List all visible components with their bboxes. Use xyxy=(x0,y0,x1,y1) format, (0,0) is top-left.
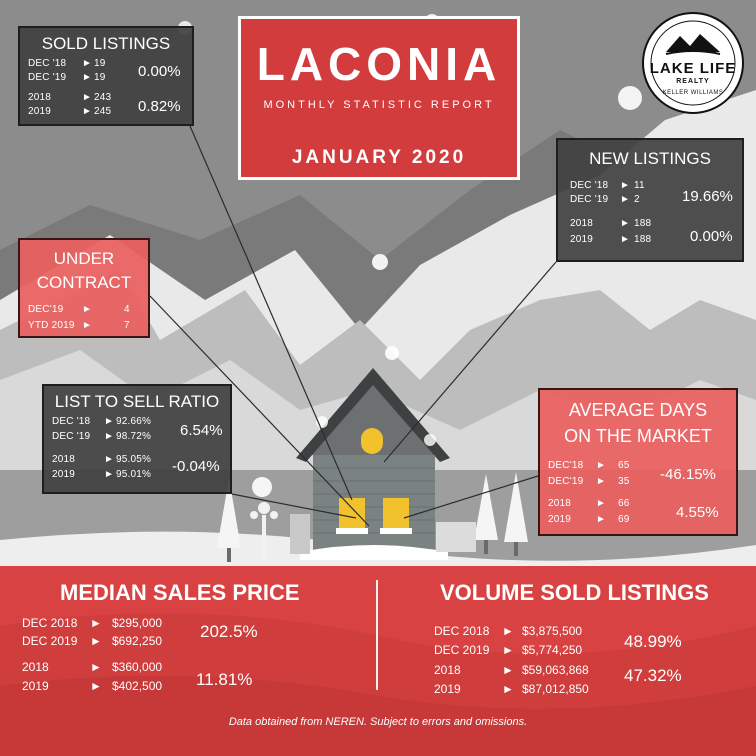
arrow: ► xyxy=(82,72,93,83)
stat-label: DEC '19 xyxy=(570,194,609,205)
arrow: ► xyxy=(104,469,115,480)
stat-label: DEC 2018 xyxy=(434,624,490,638)
stat-value: 66 xyxy=(618,498,630,509)
stat-value: 69 xyxy=(618,514,630,525)
city-title: LACONIA xyxy=(256,38,502,90)
volume-sold-title: VOLUME SOLD LISTINGS xyxy=(440,580,709,605)
stat-label: DEC 2019 xyxy=(434,643,490,657)
stat-value: 4 xyxy=(124,304,130,315)
arrow: ► xyxy=(596,514,607,525)
stat-value: 188 xyxy=(634,234,652,245)
attic-window xyxy=(361,428,383,454)
stat-value: 188 xyxy=(634,218,652,229)
under-contract-title-1: UNDER xyxy=(53,249,115,268)
stat-label: DEC'18 xyxy=(548,460,584,471)
arrow: ► xyxy=(82,304,93,315)
pct-month: 19.66% xyxy=(682,188,733,205)
stat-label: 2019 xyxy=(52,469,76,480)
window-right xyxy=(383,498,409,528)
arrow: ► xyxy=(104,454,115,465)
pct-year: 0.82% xyxy=(138,98,181,115)
arrow: ► xyxy=(90,660,102,674)
avg-days-title-2: ON THE MARKET xyxy=(564,426,712,446)
arrow: ► xyxy=(90,634,102,648)
arrow: ► xyxy=(620,218,631,229)
stat-label: 2019 xyxy=(434,682,461,696)
arrow: ► xyxy=(502,624,514,638)
under-contract-title-2: CONTRACT xyxy=(36,273,132,292)
window-left xyxy=(339,498,365,528)
stat-value: 95.01% xyxy=(116,469,152,480)
logo-top-text: LAKE LIFE xyxy=(649,60,737,77)
stat-label: DEC '18 xyxy=(28,58,67,69)
stat-value: 243 xyxy=(94,92,112,103)
footer-disclaimer: Data obtained from NEREN. Subject to errors and omissions. xyxy=(228,716,528,728)
stat-label: YTD 2019 xyxy=(28,320,75,331)
stat-label: 2019 xyxy=(28,106,52,117)
stat-value: 35 xyxy=(618,476,630,487)
arrow: ► xyxy=(82,92,93,103)
stat-value: 19 xyxy=(94,72,106,83)
arrow: ► xyxy=(596,498,607,509)
stat-label: 2019 xyxy=(570,234,594,245)
arrow: ► xyxy=(620,180,631,191)
list-to-sell-panel xyxy=(42,384,232,494)
pct-month: 0.00% xyxy=(138,63,181,80)
stat-label: 2018 xyxy=(434,663,461,677)
arrow: ► xyxy=(90,616,102,630)
pct-year: 47.32% xyxy=(624,666,682,685)
new-listings-title: NEW LISTINGS xyxy=(589,149,711,168)
stat-label: 2018 xyxy=(28,92,52,103)
avg-days-title-1: AVERAGE DAYS xyxy=(568,400,708,420)
stat-value: $59,063,868 xyxy=(522,663,589,677)
stat-label: DEC 2019 xyxy=(22,634,78,648)
stat-value: $5,774,250 xyxy=(522,643,583,657)
stat-value: 11 xyxy=(634,180,645,191)
stat-value: $402,500 xyxy=(112,679,163,693)
stat-label: DEC '18 xyxy=(52,416,91,427)
pct-year: -0.04% xyxy=(172,458,220,475)
stat-label: 2019 xyxy=(548,514,572,525)
arrow: ► xyxy=(502,643,514,657)
new-listings-panel xyxy=(556,138,744,262)
stat-label: DEC '19 xyxy=(52,431,91,442)
arrow: ► xyxy=(104,431,115,442)
list-to-sell-title: LIST TO SELL RATIO xyxy=(54,392,220,411)
stat-value: 7 xyxy=(124,320,130,331)
pct-month: -46.15% xyxy=(660,466,716,483)
arrow: ► xyxy=(90,679,102,693)
stat-value: 245 xyxy=(94,106,112,117)
arrow: ► xyxy=(596,476,607,487)
stat-label: 2018 xyxy=(548,498,572,509)
logo-bottom-text: KELLER WILLIAMS xyxy=(662,90,724,96)
under-contract-panel xyxy=(18,238,150,338)
stat-label: DEC'19 xyxy=(28,304,64,315)
logo-middle-text: REALTY xyxy=(676,78,710,85)
lake-life-logo xyxy=(640,10,746,116)
pct-month: 6.54% xyxy=(180,422,223,439)
stat-value: $87,012,850 xyxy=(522,682,589,696)
stat-label: 2019 xyxy=(22,679,49,693)
pct-year: 4.55% xyxy=(676,504,719,521)
report-subtitle: MONTHLY STATISTIC REPORT xyxy=(263,99,495,111)
stat-value: $295,000 xyxy=(112,616,163,630)
arrow: ► xyxy=(104,416,115,427)
stat-value: 65 xyxy=(618,460,630,471)
stat-label: DEC '18 xyxy=(570,180,609,191)
stat-value: 2 xyxy=(634,194,640,205)
arrow: ► xyxy=(82,106,93,117)
stat-value: 95.05% xyxy=(116,454,152,465)
stat-value: $360,000 xyxy=(112,660,163,674)
title-card xyxy=(238,16,520,180)
pct-month: 48.99% xyxy=(624,632,682,651)
pct-year: 0.00% xyxy=(690,228,733,245)
stat-label: DEC '19 xyxy=(28,72,67,83)
report-date: JANUARY 2020 xyxy=(291,147,467,168)
stat-value: 98.72% xyxy=(116,431,152,442)
stat-label: 2018 xyxy=(52,454,76,465)
median-sales-title: MEDIAN SALES PRICE xyxy=(60,580,300,605)
bottom-band xyxy=(0,566,756,756)
pct-year: 11.81% xyxy=(196,670,253,689)
pct-month: 202.5% xyxy=(200,622,258,641)
stat-value: $3,875,500 xyxy=(522,624,583,638)
stat-label: 2018 xyxy=(22,660,49,674)
stat-value: 92.66% xyxy=(116,416,152,427)
stat-label: DEC'19 xyxy=(548,476,584,487)
arrow: ► xyxy=(502,682,514,696)
stat-label: DEC 2018 xyxy=(22,616,78,630)
arrow: ► xyxy=(82,320,93,331)
arrow: ► xyxy=(596,460,607,471)
avg-days-panel xyxy=(538,388,738,536)
stat-label: 2018 xyxy=(570,218,594,229)
sold-listings-title: SOLD LISTINGS xyxy=(41,34,171,53)
arrow: ► xyxy=(620,234,631,245)
arrow: ► xyxy=(502,663,514,677)
sold-listings-panel xyxy=(18,26,194,126)
stat-value: 19 xyxy=(94,58,106,69)
section-divider xyxy=(376,580,378,690)
arrow: ► xyxy=(620,194,631,205)
stat-value: $692,250 xyxy=(112,634,163,648)
arrow: ► xyxy=(82,58,93,69)
